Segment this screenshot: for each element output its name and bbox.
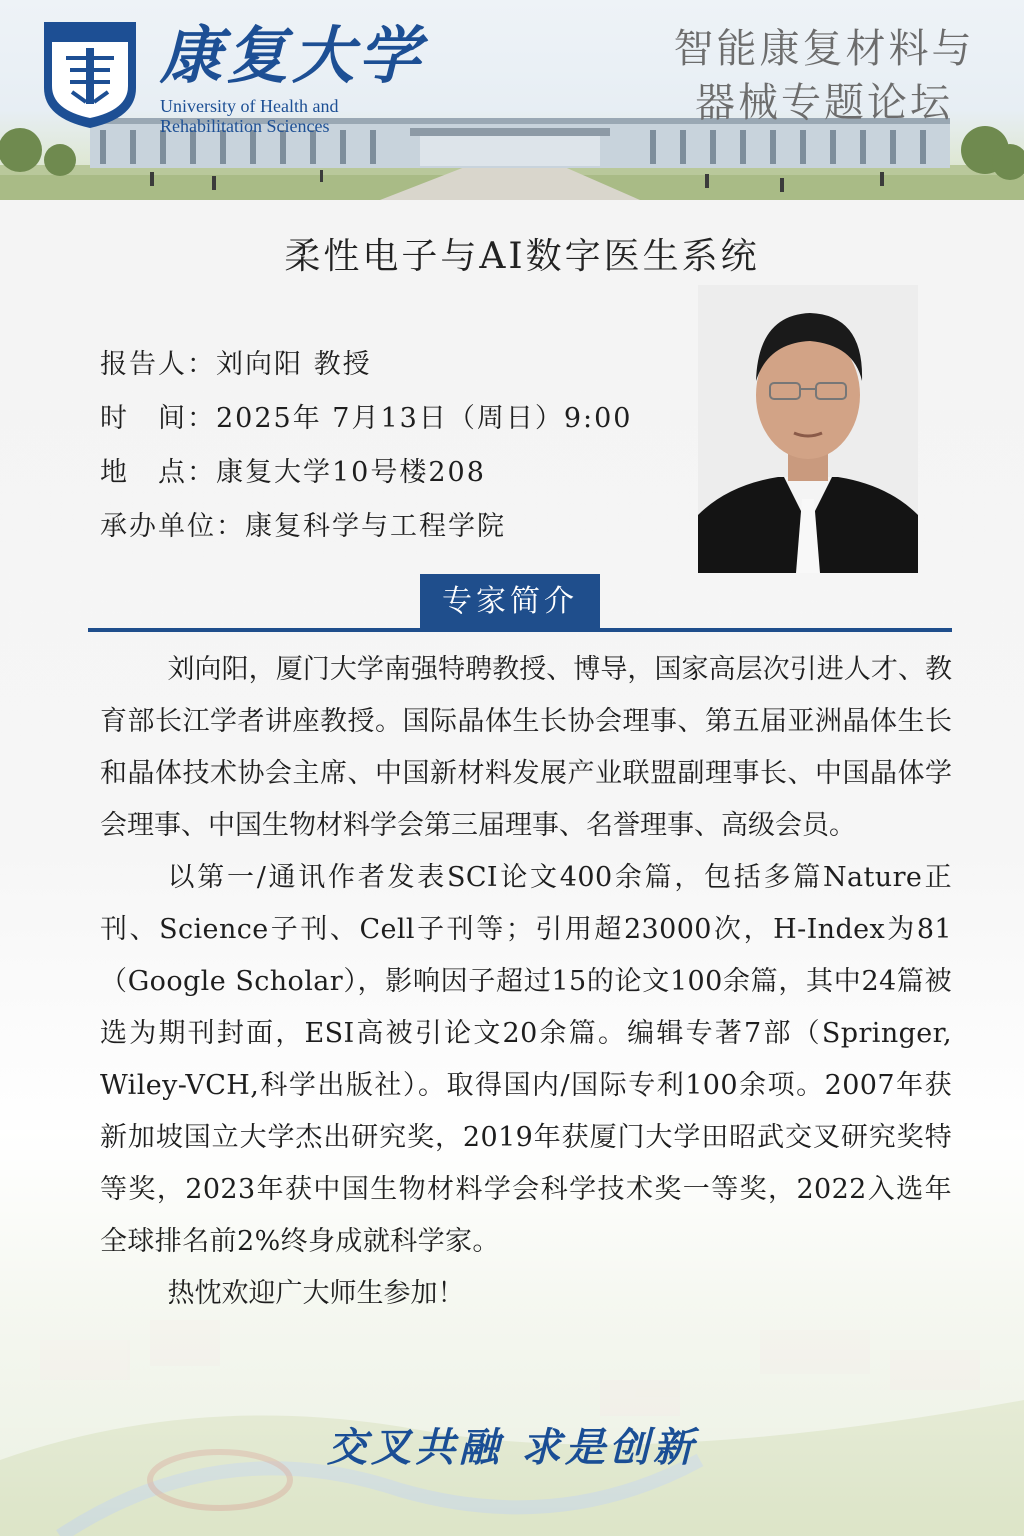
location-row <box>100 446 632 500</box>
university-emblem <box>40 18 140 130</box>
forum-title-line1: 智能康复材料与 <box>673 26 975 72</box>
university-name-en <box>160 96 338 136</box>
reporter-label: 报告人： <box>100 349 216 380</box>
forum-title-line2: 器械专题论坛 <box>695 80 953 126</box>
talk-title: 柔性电子与AI数字医生系统 <box>284 236 760 277</box>
header-banner <box>0 0 1024 200</box>
welcome-text: 热忱欢迎广大师生参加！ <box>167 1278 465 1309</box>
talk-info <box>100 338 632 554</box>
speaker-portrait-illustration <box>698 285 918 573</box>
section-heading-expert-intro: 专家简介 <box>420 574 600 630</box>
university-name-en-line2: Rehabilitation Sciences <box>160 116 330 136</box>
organizer-label: 承办单位： <box>100 511 245 542</box>
time-label: 时 间： <box>100 403 216 434</box>
bio-paragraph-1: 刘向阳，厦门大学南强特聘教授、博导，国家高层次引进人才、教育部长江学者讲座教授。国际晶体生长协会理事、第五届亚洲晶体生长和晶体技术协会主席、中国新材料发展产业联盟副理事长、中国晶体学会理事、中国生物材料学会第三届理事、名誉理事、高级会员。 <box>100 654 952 841</box>
location-value: 康复大学10号楼208 <box>216 457 486 488</box>
slogan: 交叉共融 求是创新 <box>327 1424 697 1471</box>
university-name-cn: 康复大学 <box>160 19 425 92</box>
university-name-en-line1: University of Health and <box>160 96 339 116</box>
organizer-row <box>100 500 632 554</box>
expert-bio <box>100 644 952 1320</box>
reporter-value: 刘向阳 教授 <box>216 349 372 380</box>
reporter-row <box>100 338 632 392</box>
time-row <box>100 392 632 446</box>
bio-paragraph-2: 以第一/通讯作者发表SCI论文400余篇，包括多篇Nature正刊、Science子刊、Cell子刊等；引用超23000次，H-Index为81（Google Scholar），影响因子超过15的论文100余篇，其中24篇被选为期刊封面，ESI高被引论文20余篇。编辑专著7部（Springer, Wiley-VCH,科学出版社）。取得国内/国际专利100余项。2007年获新加坡国立大学杰出研究奖，2019年获厦门大学田昭武交叉研究奖特等奖，2023年获中国生物材料学会科学技术奖一等奖，2022入选年全球排名前2%终身成就科学家。 <box>100 862 952 1257</box>
location-label: 地 点： <box>100 457 216 488</box>
time-value: 2025年 7月13日（周日）9:00 <box>216 403 633 434</box>
organizer-value: 康复科学与工程学院 <box>245 511 506 542</box>
speaker-photo <box>698 285 918 573</box>
forum-title <box>654 22 994 130</box>
